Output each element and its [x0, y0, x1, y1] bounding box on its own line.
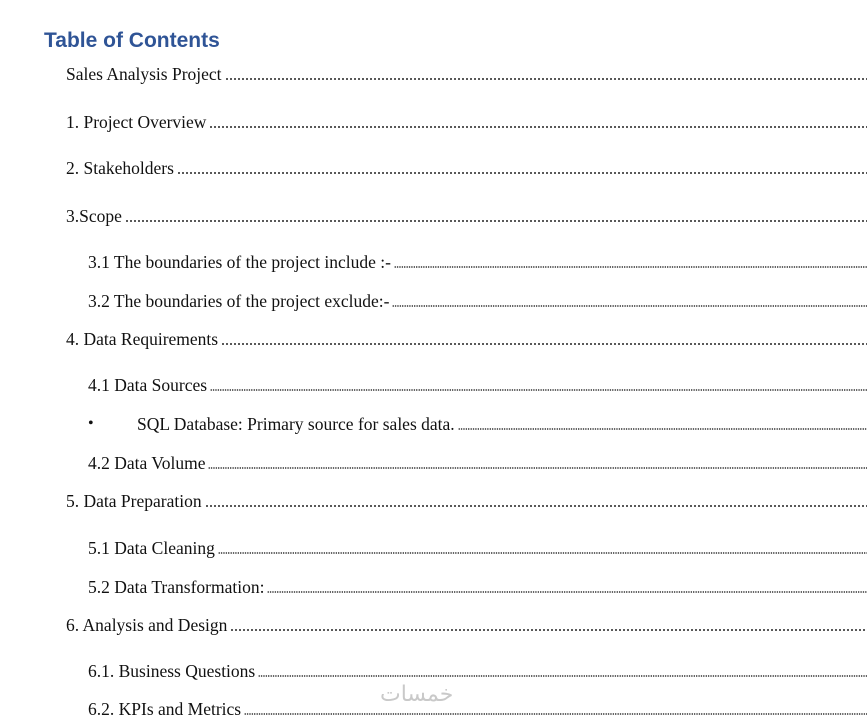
toc-entry-label: 6.2. KPIs and Metrics [88, 699, 242, 719]
toc-dot-leader [210, 389, 867, 391]
toc-dot-leader [458, 428, 867, 430]
toc-entry-data-requirements[interactable] [0, 327, 867, 351]
toc-entry-data-preparation[interactable] [0, 489, 867, 513]
toc-entry-label: 4.1 Data Sources [88, 375, 208, 395]
toc-entry-label: 3.1 The boundaries of the project include :- [88, 252, 391, 272]
toc-entry-scope-exclude[interactable] [0, 289, 867, 313]
toc-dot-leader [230, 629, 867, 631]
toc-entry-label: 1. Project Overview [66, 112, 207, 132]
toc-dot-leader [392, 305, 867, 307]
toc-entry-label: 6.1. Business Questions [88, 661, 256, 681]
toc-dot-leader [258, 675, 867, 677]
toc-entry-label: 5.1 Data Cleaning [88, 538, 215, 558]
toc-dot-leader [225, 78, 867, 80]
toc-heading: Table of Contents [44, 29, 220, 52]
toc-entry-business-questions[interactable] [0, 659, 867, 683]
toc-entry-scope-include[interactable] [0, 250, 867, 274]
toc-entry-label: SQL Database: Primary source for sales data. [137, 414, 455, 434]
toc-entry-label: 6. Analysis and Design [66, 615, 228, 635]
toc-entry-analysis-and-design[interactable] [0, 613, 867, 637]
toc-entry-label: 3.Scope [66, 206, 122, 226]
toc-entry-label: 5. Data Preparation [66, 491, 202, 511]
toc-entry-sales-analysis-project[interactable] [0, 62, 867, 86]
toc-entry-project-overview[interactable] [0, 110, 867, 134]
bullet-icon: • [88, 415, 94, 432]
toc-dot-leader [394, 266, 867, 268]
toc-entry-stakeholders[interactable] [0, 156, 867, 180]
toc-entry-scope[interactable] [0, 204, 867, 228]
toc-dot-leader [221, 343, 867, 345]
toc-entry-data-cleaning[interactable] [0, 536, 867, 560]
toc-dot-leader [125, 220, 867, 222]
toc-entry-data-transformation[interactable] [0, 575, 867, 599]
toc-entry-data-sources[interactable] [0, 373, 867, 397]
watermark: خمسات [380, 682, 454, 707]
toc-dot-leader [267, 591, 867, 593]
toc-entry-label: Sales Analysis Project [66, 64, 222, 84]
toc-dot-leader [208, 467, 867, 469]
toc-entry-label: 2. Stakeholders [66, 158, 174, 178]
toc-dot-leader [177, 172, 867, 174]
toc-entry-data-volume[interactable] [0, 451, 867, 475]
toc-entry-label: 5.2 Data Transformation: [88, 577, 265, 597]
toc-entry-label: 4.2 Data Volume [88, 453, 206, 473]
toc-dot-leader [244, 713, 867, 715]
toc-dot-leader [218, 552, 867, 554]
toc-entry-sql-database[interactable] [0, 412, 867, 436]
toc-dot-leader [209, 126, 867, 128]
toc-entry-label: 3.2 The boundaries of the project exclude:- [88, 291, 390, 311]
toc-dot-leader [205, 505, 867, 507]
toc-entry-label: 4. Data Requirements [66, 329, 219, 349]
